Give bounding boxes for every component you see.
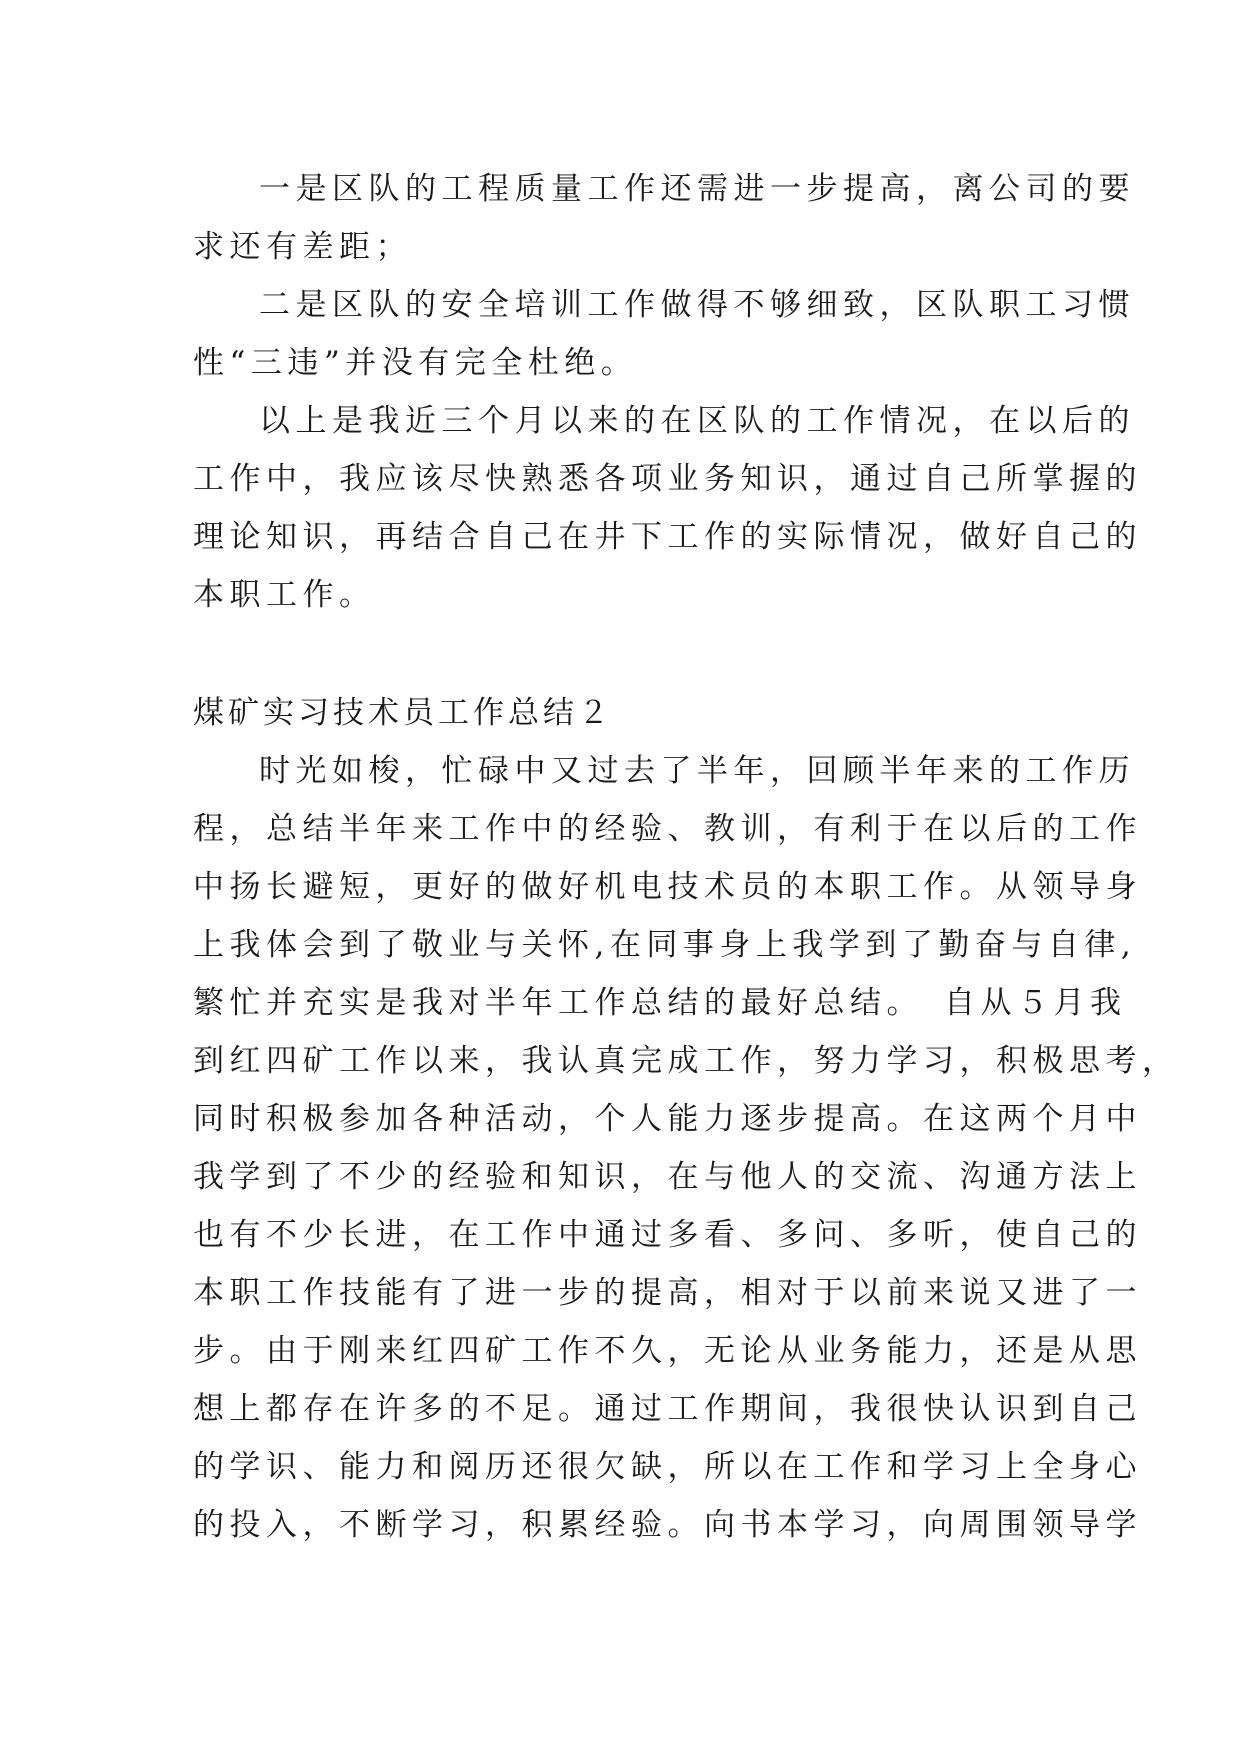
paragraph-line: 想上都存在许多的不足。通过工作期间，我很快认识到自己 <box>193 1391 1142 1427</box>
paragraph-line: 理论知识，再结合自己在井下工作的实际情况，做好自己的 <box>193 519 1142 555</box>
paragraph-line: 的投入，不断学习，积累经验。向书本学习，向周围领导学 <box>193 1507 1142 1543</box>
paragraph-line: 上我体会到了敬业与关怀,在同事身上我学到了勤奋与自律, <box>193 927 1137 963</box>
paragraph-line: 一是区队的工程质量工作还需进一步提高，离公司的要 <box>259 171 1135 207</box>
paragraph-line: 同时积极参加各种活动，个人能力逐步提高。在这两个月中 <box>193 1101 1142 1137</box>
paragraph-line: 中扬长避短，更好的做好机电技术员的本职工作。从领导身 <box>193 869 1142 905</box>
paragraph-line: 时光如梭，忙碌中又过去了半年，回顾半年来的工作历 <box>259 753 1135 789</box>
document-page <box>193 160 1179 1554</box>
paragraph-line: 本职工作技能有了进一步的提高，相对于以前来说又进了一 <box>193 1275 1142 1311</box>
section-gap <box>193 624 1059 684</box>
paragraph-line: 性“三违”并没有完全杜绝。 <box>193 345 638 381</box>
paragraph-line: 本职工作。 <box>193 577 376 613</box>
paragraph-line: 的学识、能力和阅历还很欠缺，所以在工作和学习上全身心 <box>193 1449 1142 1485</box>
paragraph-line: 繁忙并充实是我对半年工作总结的最好总结。 自从５月我 <box>193 985 1127 1021</box>
paragraph-3 <box>193 392 1142 624</box>
paragraph-line: 以上是我近三个月以来的在区队的工作情况，在以后的 <box>259 403 1135 439</box>
section-title: 煤矿实习技术员工作总结２ <box>193 695 613 731</box>
paragraph-line: 求还有差距； <box>193 229 412 265</box>
paragraph-line: 也有不少长进，在工作中通过多看、多问、多听，使自己的 <box>193 1217 1142 1253</box>
paragraph-2 <box>193 276 1135 392</box>
paragraph-line: 二是区队的安全培训工作做得不够细致，区队职工习惯 <box>259 287 1135 323</box>
paragraph-line: 工作中，我应该尽快熟悉各项业务知识，通过自己所掌握的 <box>193 461 1142 497</box>
paragraph-line: 我学到了不少的经验和知识，在与他人的交流、沟通方法上 <box>193 1159 1142 1195</box>
paragraph-line: 步。由于刚来红四矿工作不久，无论从业务能力，还是从思 <box>193 1333 1142 1369</box>
paragraph-4 <box>193 742 1179 1554</box>
paragraph-line: 到红四矿工作以来，我认真完成工作，努力学习，积极思考， <box>193 1043 1179 1079</box>
paragraph-1 <box>193 160 1135 276</box>
paragraph-line: 程，总结半年来工作中的经验、教训，有利于在以后的工作 <box>193 811 1142 847</box>
